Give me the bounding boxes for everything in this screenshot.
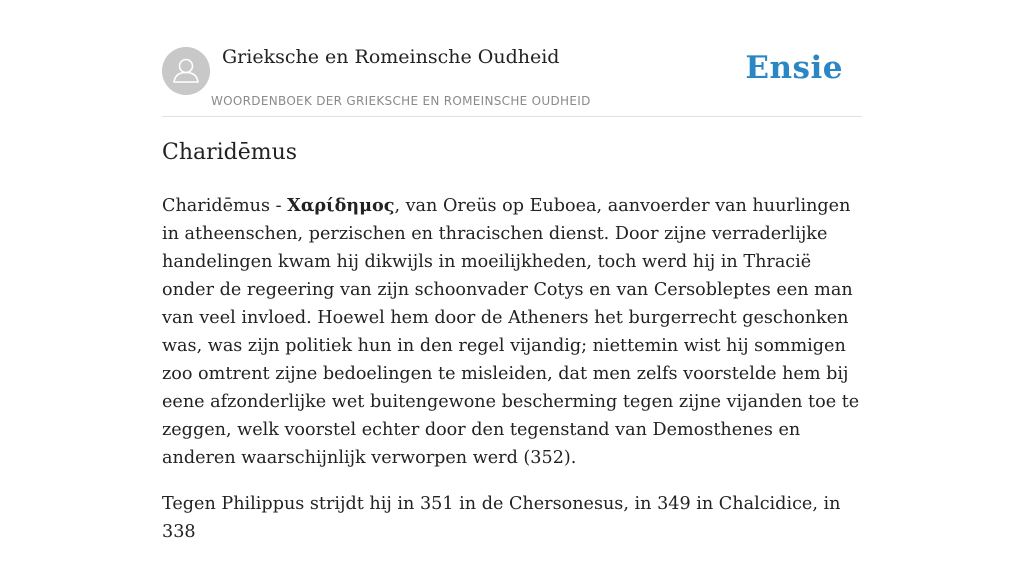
entry-body	[162, 192, 862, 564]
brand-logo[interactable]: Ensie	[745, 50, 843, 86]
entry-paragraph-1	[162, 192, 862, 472]
entry-title: Charidēmus	[162, 140, 298, 165]
entry-paragraph-2: Tegen Philippus strijdt hij in 351 in de Chersonesus, in 349 in Chalcidice, in 338	[162, 494, 841, 542]
site-title[interactable]: Grieksche en Romeinsche Oudheid	[222, 46, 560, 68]
site-header	[162, 0, 862, 117]
page-container	[162, 0, 862, 542]
entry-paragraph-1-text: , van Oreüs op Euboea, aanvoerder van huurlingen in atheenschen, perzischen en thracischen dienst. Door zijne verraderlijke handelingen kwam hij dikwijls in moeilijkheden, toch werd hij in Thracië onder de regeering van zijn schoonvader Cotys en van Cersobleptes een man van veel invloed. Hoewel hem door de Atheners het burgerrecht geschonken was, was zijn politiek hun in den regel vijandig; niettemin wist hij sommigen zoo omtrent zijne bedoelingen te misleiden, dat men zelfs voorstelde hem bij eene afzonderlijke wet buitengewone bescherming tegen zijne vijanden toe te zeggen, welk voorstel echter door den tegenstand van Demosthenes en anderen waarschijnlijk verworpen werd (352).	[162, 196, 860, 468]
entry-term: Charidēmus -	[162, 196, 288, 216]
site-subtitle: WOORDENBOEK DER GRIEKSCHE EN ROMEINSCHE OUDHEID	[211, 94, 591, 108]
greek-term: Χαρίδημος	[287, 195, 395, 216]
avatar[interactable]	[162, 47, 210, 95]
user-placeholder-icon	[162, 47, 210, 95]
